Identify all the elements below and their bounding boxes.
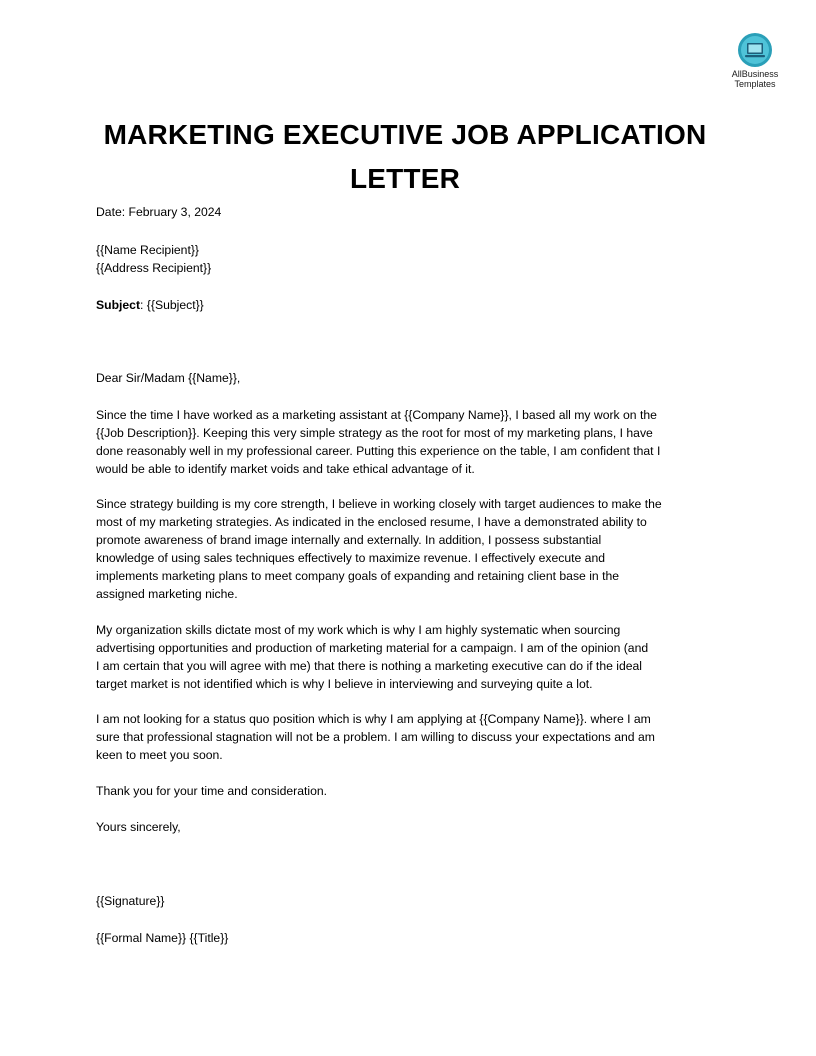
document-title — [80, 113, 730, 201]
title-line1: MARKETING EXECUTIVE JOB APPLICATION — [103, 119, 707, 150]
paragraph-line: Since strategy building is my core strength, I believe in working closely with target audiences to make the — [96, 497, 662, 511]
subject-label: Subject — [96, 298, 141, 312]
paragraph-line: I am certain that you will agree with me) that there is nothing a marketing executive can do if the ideal — [96, 659, 643, 673]
subject-line — [96, 296, 726, 314]
logo-text-line1: AllBusiness — [731, 69, 779, 79]
paragraph-line: most of my marketing strategies. As indicated in the enclosed resume, I have a demonstrated ability to — [96, 515, 647, 529]
paragraph-3 — [96, 621, 724, 693]
paragraph-line: knowledge of using sales techniques effectively to maximize revenue. I effectively execute and — [96, 551, 606, 565]
title-line2: LETTER — [349, 163, 461, 194]
paragraph-line: keen to meet you soon. — [96, 748, 223, 762]
formal-name-title: {{Formal Name}} {{Title}} — [96, 931, 229, 945]
company-logo — [722, 32, 788, 89]
logo-text-line2: Templates — [734, 79, 776, 89]
paragraph-line: would be able to identify market voids and take ethical advantage of it. — [96, 462, 475, 476]
paragraph-line: My organization skills dictate most of my work which is why I am highly systematic when sourcing — [96, 623, 621, 637]
paragraph-line: promote awareness of brand image internally and externally. In addition, I possess substantial — [96, 533, 602, 547]
signature-placeholder: {{Signature}} — [96, 894, 165, 908]
recipient-address: {{Address Recipient}} — [96, 261, 212, 275]
recipient-block — [96, 241, 726, 277]
date-line: Date: February 3, 2024 — [96, 205, 222, 219]
salutation: Dear Sir/Madam {{Name}}, — [96, 371, 241, 385]
paragraph-line: {{Job Description}}. Keeping this very simple strategy as the root for most of my marketing plans, I have — [96, 426, 653, 440]
paragraph-line: advertising opportunities and production of marketing material for a campaign. I am of the opinion (and — [96, 641, 649, 655]
paragraph-2 — [96, 495, 724, 603]
paragraph-4 — [96, 710, 724, 764]
paragraph-line: target market is not identified which is why I believe in interviewing and surveying quite a lot. — [96, 677, 593, 691]
logo-text — [722, 69, 788, 89]
paragraph-line: assigned marketing niche. — [96, 587, 238, 601]
paragraph-line: Since the time I have worked as a marketing assistant at {{Company Name}}, I based all my work on the — [96, 408, 657, 422]
paragraph-1 — [96, 406, 724, 478]
thanks-line: Thank you for your time and consideration. — [96, 784, 328, 798]
closing-line: Yours sincerely, — [96, 820, 181, 834]
paragraph-line: sure that professional stagnation will not be a problem. I am willing to discuss your expectations and am — [96, 730, 655, 744]
paragraph-line: done reasonably well in my professional career. Putting this experience on the table, I am confident that I — [96, 444, 661, 458]
laptop-logo-icon — [737, 32, 773, 68]
paragraph-line: I am not looking for a status quo position which is why I am applying at {{Company Name}}. where I am — [96, 712, 651, 726]
subject-value: : {{Subject}} — [140, 298, 204, 312]
recipient-name: {{Name Recipient}} — [96, 243, 199, 257]
paragraph-line: implements marketing plans to meet company goals of expanding and retaining client base in the — [96, 569, 620, 583]
